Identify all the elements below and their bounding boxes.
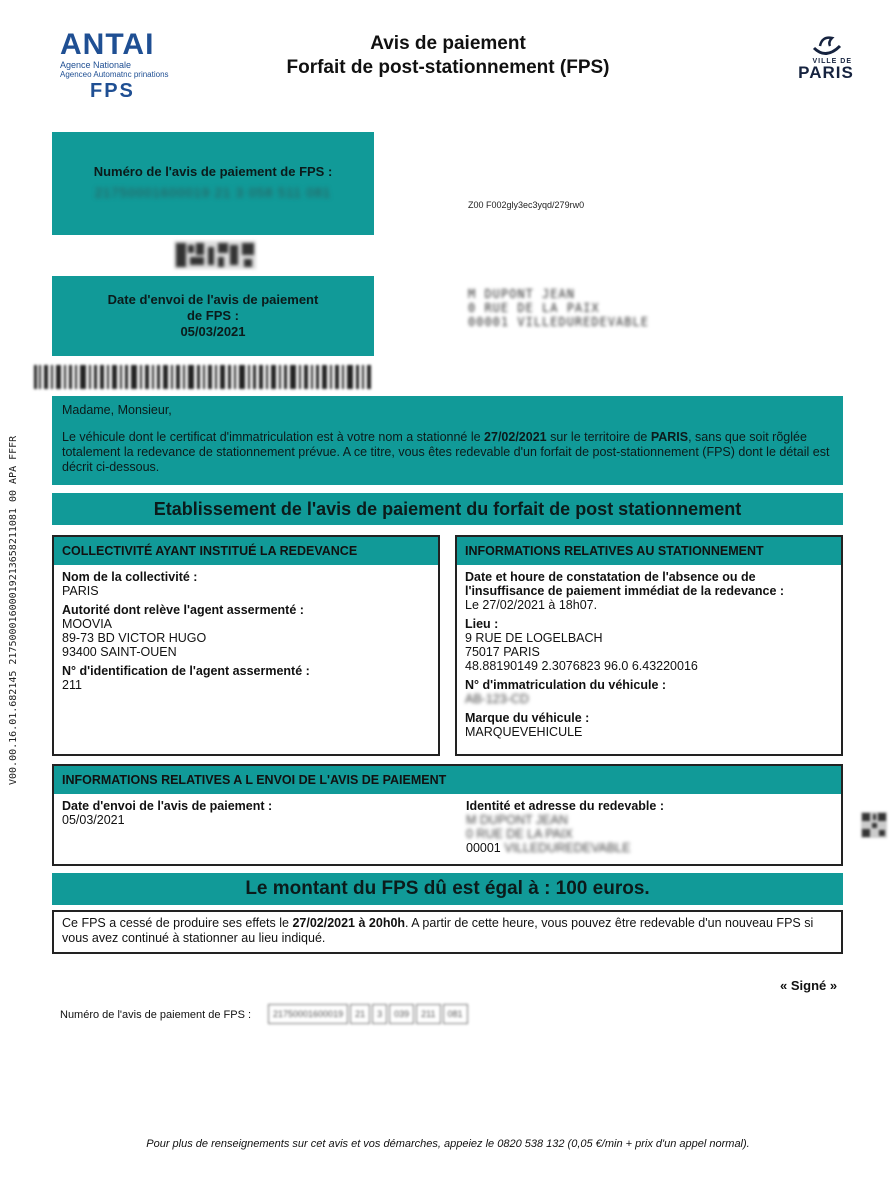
reference-code: Z00 F002gly3ec3yqd/279rw0 (468, 200, 585, 210)
paris-ship-icon (806, 34, 846, 58)
lieu-line-3: 48.88190149 2.3076823 96.0 6.43220016 (465, 659, 698, 673)
constat-value: Le 27/02/2021 à 18h07. (465, 598, 598, 612)
identite-line-2: 0 RUE DE LA PAIX (466, 827, 573, 841)
intro-city: PARIS (650, 430, 689, 444)
footer-note: Pour plus de renseignements sur cet avis et vos démarches, appeiez le 0820 538 132 (0,05 €/min + prix d'un appel normal). (146, 1138, 750, 1150)
footer-numero-label: Numéro de l'avis de paiement de FPS : (60, 1009, 252, 1021)
autorite-line-3: 93400 SAINT-OUEN (62, 645, 177, 659)
footer-cell: 21750001600019 (268, 1004, 348, 1024)
intro-greeting: Madame, Monsieur, (62, 403, 172, 417)
autorite-line-2: 89-73 BD VICTOR HUGO (62, 631, 207, 645)
footer-cell: 081 (443, 1004, 468, 1024)
collectivite-header: COLLECTIVITÉ AYANT INSTITUÉ LA REDEVANCE (54, 537, 438, 565)
agent-label: N° d'identification de l'agent assermenté : (62, 664, 310, 678)
footer-cell: 211 (416, 1004, 440, 1024)
identite-line-1: M DUPONT JEAN (466, 813, 568, 827)
autorite-label: Autorité dont relève l'agent assermenté : (62, 603, 304, 617)
title-line-2: Forfait de post-stationnement (FPS) (286, 57, 610, 78)
title-line-1: Avis de paiement (370, 33, 526, 54)
identite-line-3 (466, 841, 836, 855)
date-envoi-value: 05/03/2021 (180, 324, 246, 339)
marque-label: Marque du véhicule : (465, 711, 590, 725)
constat-label-2: l'insuffisance de paiement immédiat de la redevance : (465, 584, 785, 598)
agent-value: 211 (62, 678, 82, 692)
barcode-icon (34, 365, 376, 389)
antai-wordmark: ANTAI (60, 28, 155, 61)
autorite-line-1: MOOVIA (62, 617, 113, 631)
numero-avis-box (52, 132, 374, 235)
intro-box (52, 396, 843, 485)
side-code-text: V00.00.16.01.682145 21750001600019213658211081 00 APA FFFR (8, 435, 19, 785)
lieu-line-1: 9 RUE DE LOGELBACH (465, 631, 603, 645)
envoi-header: INFORMATIONS RELATIVES A L ENVOI DE L'AVIS DE PAIEMENT (54, 766, 841, 794)
date-envoi-label-2: de FPS : (186, 308, 239, 323)
antai-subtitle-2: Agenceo Automatnc prinations (60, 70, 169, 79)
lieu-line-2: 75017 PARIS (465, 645, 540, 659)
date-envoi-box (52, 276, 374, 356)
recipient-address (468, 287, 649, 329)
envoi-panel (52, 764, 843, 866)
intro-paragraph: Le véhicule dont le certificat d'immatriculation est à votre nom a stationné le 27/02/2021 sur le territoire de PARIS, sans que soit rõglée totalement la redevance de stationnement prévue. A ce titre, vous êtes redevable d'un forfait de post-stationnement (FPS) dont le détail est décrit ci-dessous. (62, 430, 830, 474)
fps-logo: FPS (90, 80, 135, 102)
cesse-box: Ce FPS a cessé de produire ses effets le 27/02/2021 à 20h0h. A partir de cette heure, vous pouvez être redevable d'un nouveau FPS si vous avez continué à stationner au lieu indiqué. (52, 910, 843, 954)
signature-mention: « Signé » (780, 978, 838, 993)
antai-logo (60, 30, 180, 79)
identite-city: VILLEDUREDEVABLE (504, 841, 631, 855)
recipient-line-2: 0 RUE DE LA PAIX (468, 301, 600, 315)
antai-subtitle: Agence Nationale (60, 60, 132, 70)
date-envoi-label-1: Date d'envoi de l'avis de paiement (107, 292, 319, 307)
document-title (250, 32, 646, 80)
identite-postcode: 00001 (466, 841, 501, 855)
collectivite-nom-label: Nom de la collectivité : (62, 570, 198, 584)
immat-value: AB-123-CD (465, 692, 529, 706)
envoi-date-label: Date d'envoi de l'avis de paiement : (62, 799, 273, 813)
recipient-line-1: M DUPONT JEAN (468, 287, 575, 301)
cesse-datetime: 27/02/2021 à 20h0h (292, 916, 406, 930)
section-title: Etablissement de l'avis de paiement du forfait de post stationnement (52, 493, 843, 525)
identite-label: Identité et adresse du redevable : (466, 799, 664, 813)
footer-cell: 039 (389, 1004, 414, 1024)
intro-date: 27/02/2021 (484, 430, 547, 444)
immat-label: N° d'immatriculation du véhicule : (465, 678, 667, 692)
qr-code-icon (861, 812, 887, 838)
stationnement-panel (455, 535, 843, 756)
stationnement-header: INFORMATIONS RELATIVES AU STATIONNEMENT (457, 537, 841, 565)
footer-numero-cells (268, 1004, 468, 1024)
montant-band: Le montant du FPS dû est égal à : 100 euros. (52, 873, 843, 905)
numero-avis-label: Numéro de l'avis de paiement de FPS : (93, 164, 333, 179)
footer-cell: 21 (350, 1004, 370, 1024)
marque-value: MARQUEVEHICULE (465, 725, 583, 739)
numero-avis-value: 21750001600019 21 3 058 511 081 (94, 185, 332, 200)
datamatrix-code-icon (174, 241, 256, 269)
collectivite-panel (52, 535, 440, 756)
side-reference-code (8, 435, 19, 785)
footer-cell: 3 (372, 1004, 387, 1024)
recipient-line-3: 00001 VILLEDUREDEVABLE (468, 315, 649, 329)
lieu-label: Lieu : (465, 617, 499, 631)
paris-logo (786, 34, 866, 81)
constat-label-1: Date et houre de constatation de l'absence ou de (465, 570, 756, 584)
collectivite-nom-value: PARIS (62, 584, 99, 598)
envoi-date-value: 05/03/2021 (62, 813, 125, 827)
paris-small-label: VILLE DE (812, 58, 852, 65)
paris-big-label: PARIS (798, 63, 854, 82)
